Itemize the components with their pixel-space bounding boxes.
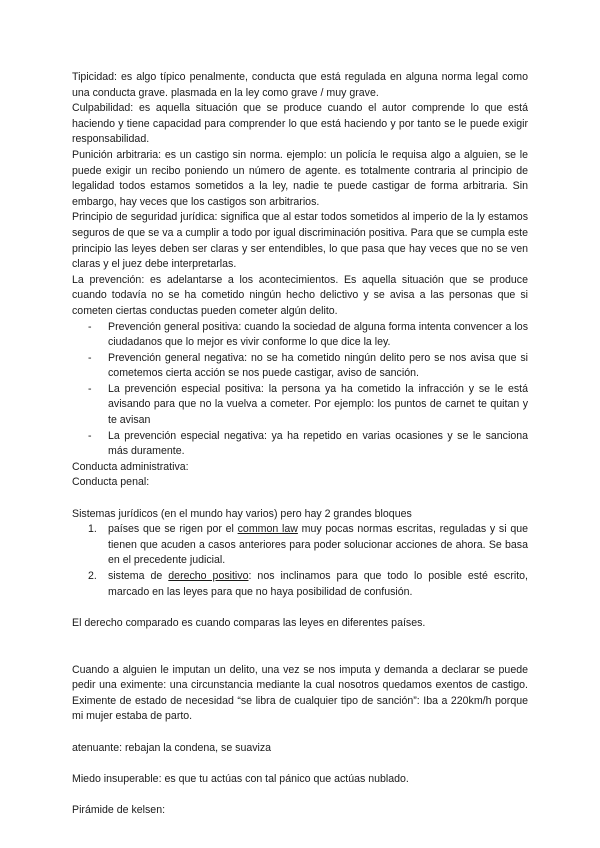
prevention-list <box>72 320 528 460</box>
list-item <box>72 382 528 429</box>
list-item <box>72 351 528 382</box>
heading-conducta-administrativa: Conducta administrativa: <box>72 460 189 473</box>
list-item <box>72 522 528 569</box>
list-item-text: muy pocas normas escritas, reguladas y si que tienen que acuden a casos anteriores para poder solucionar acciones de ahora. Se basa en el precedente judicial. <box>108 523 528 567</box>
blank-line <box>72 491 528 507</box>
paragraph-eximente: Cuando a alguien le imputan un delito, una vez se nos imputa y demanda a declarar se puede pedir una eximente: una circunstancia mediante la cual nosotros quedamos exentos de castigo. Eximente de estado de necesidad “se libra de cualquier tipo de sanción”: Iba a 220km/h porque mi mujer estaba de parto. <box>72 663 528 723</box>
list-item-text: La prevención especial negativa: ya ha repetido en varias ocasiones y se le sanciona más duramente. <box>108 429 528 458</box>
list-item-text: Prevención general negativa: no se ha cometido ningún delito pero se nos avisa que si cometemos cierta acción se nos puede castigar, aviso de sanción. <box>108 351 528 380</box>
paragraph-atenuante: atenuante: rebajan la condena, se suaviza <box>72 741 272 754</box>
paragraph-seguridad-juridica: Principio de seguridad jurídica: significa que al estar todos sometidos al imperio de la ly estamos seguros de que se va a cumplir a todo por igual discriminación positiva. Para que se cumpla este principio las leyes deben ser claras y ser entendibles, lo que pasa que hay veces que no se ven claras y el juez debe interpretarlas. <box>72 211 528 271</box>
bullet-marker: - <box>88 382 92 395</box>
list-item <box>72 429 528 460</box>
paragraph-culpabilidad: Culpabilidad: es aquella situación que se produce cuando el autor comprende lo que está haciendo y tiene capacidad para comprender lo que está haciendo y por tanto se le puede exigir responsabilidad. <box>72 102 528 146</box>
heading-conducta-penal: Conducta penal: <box>72 476 150 489</box>
bullet-marker: - <box>88 429 92 442</box>
list-number: 2. <box>88 570 97 582</box>
list-item-text: Prevención general positiva: cuando la sociedad de alguna forma intenta convencer a los ciudadanos que lo mejor es vivir conforme lo que dice la ley. <box>108 320 528 349</box>
blank-line <box>72 631 528 662</box>
blank-line <box>72 787 528 803</box>
blank-line <box>72 600 528 616</box>
term-derecho-positivo: derecho positivo <box>168 570 249 582</box>
document-page <box>72 70 528 819</box>
paragraph-derecho-comparado: El derecho comparado es cuando comparas las leyes en diferentes países. <box>72 616 426 629</box>
blank-line <box>72 756 528 772</box>
blank-line <box>72 725 528 741</box>
paragraph-punicion-arbitraria: Punición arbitraria: es un castigo sin norma. ejemplo: un policía le requisa algo a alguien, se le puede exigir un recibo poniendo un número de agente. es totalmente contraria al principio de legalidad todos estamos sometidos a la ley, nadie te puede castigar de forma arbitraria. Sin embargo, hay veces que los castigos son arbitrarios. <box>72 148 528 208</box>
heading-piramide-kelsen: Pirámide de kelsen: <box>72 803 166 816</box>
paragraph-prevencion: La prevención: es adelantarse a los acontecimientos. Es aquella situación que se produce cuando todavía no se ha cometido ningún hecho delictivo y se avisa a las personas que si cometen ciertas conductas pueden cometer algún delito. <box>72 273 528 317</box>
list-item-text: países que se rigen por el <box>108 523 238 536</box>
bullet-marker: - <box>88 320 92 333</box>
legal-systems-list <box>72 522 528 600</box>
list-item <box>72 320 528 351</box>
list-item-text: : nos inclinamos para que todo lo posible esté escrito, marcado en las leyes para que no haya posibilidad de confusión. <box>108 570 528 598</box>
list-item-text: La prevención especial positiva: la persona ya ha cometido la infracción y se le está avisando para que no la vuelva a cometer. Por ejemplo: los puntos de carnet te quitan y te avisan <box>108 382 528 427</box>
paragraph-miedo-insuperable: Miedo insuperable: es que tu actúas con tal pánico que actúas nublado. <box>72 772 409 785</box>
paragraph-sistemas-juridicos: Sistemas jurídicos (en el mundo hay varios) pero hay 2 grandes bloques <box>72 507 412 520</box>
term-common-law: common law <box>237 523 298 536</box>
bullet-marker: - <box>88 351 92 364</box>
paragraph-tipicidad: Tipicidad: es algo típico penalmente, conducta que está regulada en alguna norma legal como una conducta grave. plasmada en la ley como grave / muy grave. <box>72 71 528 99</box>
list-item <box>72 569 528 600</box>
list-item-text: sistema de <box>108 570 169 582</box>
list-number: 1. <box>88 523 97 536</box>
